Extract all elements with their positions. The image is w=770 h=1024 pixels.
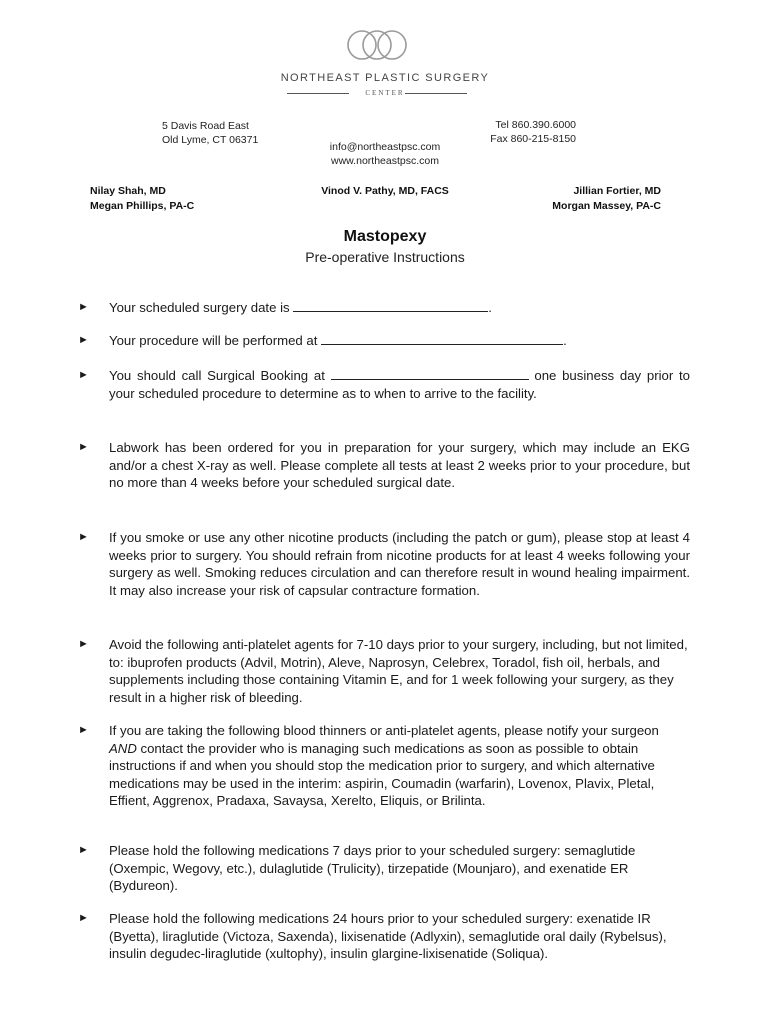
bullet-arrow-icon: ► [78, 912, 89, 924]
instruction-blood-thinners [78, 722, 690, 810]
instruction-text: You should call Surgical Booking at [109, 368, 331, 383]
instruction-text: one business day prior to your scheduled procedure to determine as to when to arrive to the facility. [109, 368, 690, 401]
practice-subname: CENTER [365, 89, 405, 97]
address-street: 5 Davis Road East [162, 120, 249, 132]
staff-name: Nilay Shah, MD [90, 185, 166, 197]
email-link[interactable]: info@northeastpsc.com [329, 141, 441, 153]
instruction-call-booking [78, 367, 690, 402]
emphasis-and: AND [109, 740, 137, 756]
brand-divider-right [405, 93, 467, 94]
instruction-smoking [78, 529, 690, 599]
instruction-text: Labwork has been ordered for you in preparation for your surgery, which may include an EKG and/or a chest X-ray as well. Please complete all tests at least 2 weeks prior to your procedure, but no more than 4 weeks before your scheduled surgical date. [109, 440, 690, 490]
bullet-arrow-icon: ► [78, 301, 89, 313]
website-link[interactable]: www.northeastpsc.com [331, 155, 439, 167]
document-subtitle: Pre-operative Instructions [305, 249, 465, 265]
instruction-labwork [78, 439, 690, 492]
instruction-text: If you smoke or use any other nicotine products (including the patch or gum), please stop at least 4 weeks prior to surgery. You should refrain from nicotine products for at least 4 weeks following your surgery as well. Smoking reduces circulation and can therefore result in wound healing impairment. It may also increase your risk of capsular contracture formation. [109, 530, 690, 598]
procedure-location-blank [321, 332, 563, 345]
booking-phone-blank [331, 367, 529, 380]
telephone-number: Tel 860.390.6000 [495, 119, 576, 131]
instruction-text: Your procedure will be performed at [109, 333, 322, 348]
phone-block [470, 118, 576, 146]
fax-number: Fax 860-215-8150 [490, 133, 576, 145]
instruction-hold-7-days [78, 842, 690, 895]
staff-name: Morgan Massey, PA-C [552, 200, 661, 212]
bullet-arrow-icon: ► [78, 638, 89, 650]
bullet-arrow-icon: ► [78, 441, 89, 453]
staff-name: Jillian Fortier, MD [573, 185, 661, 197]
instruction-text: If you are taking the following blood thinners or anti-platelet agents, please notify your surgeon [109, 723, 659, 738]
instruction-text: Please hold the following medications 7 days prior to your scheduled surgery: semaglutide (Oxempic, Wegovy, etc.), dulaglutide (Trulicity), tirzepatide (Mounjaro), and exenatide ER (Bydureon). [109, 843, 636, 893]
document-title: Mastopexy [343, 228, 427, 245]
staff-name: Vinod V. Pathy, MD, FACS [321, 185, 449, 197]
bullet-arrow-icon: ► [78, 334, 89, 346]
bullet-arrow-icon: ► [78, 724, 89, 736]
surgery-date-blank [293, 299, 488, 312]
bullet-arrow-icon: ► [78, 844, 89, 856]
instruction-antiplatelet [78, 636, 690, 706]
bullet-arrow-icon: ► [78, 531, 89, 543]
instruction-text: Avoid the following anti-platelet agents for 7-10 days prior to your surgery, including, but not limited, to: ibuprofen products (Advil, Motrin), Aleve, Naprosyn, Celebrex, Toradol, fish oil, herbals, and supplements including those containing Vitamin E, and for 1 week following your surgery, as they result in a higher risk of bleeding. [109, 637, 688, 705]
practice-name: NORTHEAST PLASTIC SURGERY [280, 72, 490, 84]
address-city: Old Lyme, CT 06371 [162, 134, 259, 146]
bullet-arrow-icon: ► [78, 369, 89, 381]
staff-name: Megan Phillips, PA-C [90, 200, 195, 212]
practice-logo-icon [345, 28, 409, 62]
staff-right [480, 184, 661, 214]
instruction-hold-24-hours [78, 910, 690, 963]
instruction-location: ► Your procedure will be performed at . [78, 333, 567, 348]
instruction-text: Please hold the following medications 24 hours prior to your scheduled surgery: exenatide IR (Byetta), liraglutide (Victoza, Saxenda), lixisenatide (Adlyxin), semaglutide oral daily (Rybelsus), insulin degudec-liraglutide (xultophy), insulin glargine-lixisenatide (Soliqua). [109, 911, 667, 961]
instruction-text: contact the provider who is managing such medications as soon as possible to obtain instructions if and when you should stop the medication prior to surgery, and which alternative medications may be used in the interim: aspirin, Coumadin (warfarin), Lovenox, Plavix, Pletal, Effient, Aggrenox, Pradaxa, Savaysa, Xerelto, Eliquis, or Brilinta. [109, 740, 655, 808]
instruction-surgery-date: ► Your scheduled surgery date is . [78, 300, 492, 315]
instruction-text: Your scheduled surgery date is [109, 300, 294, 315]
web-contact-block [0, 140, 770, 168]
